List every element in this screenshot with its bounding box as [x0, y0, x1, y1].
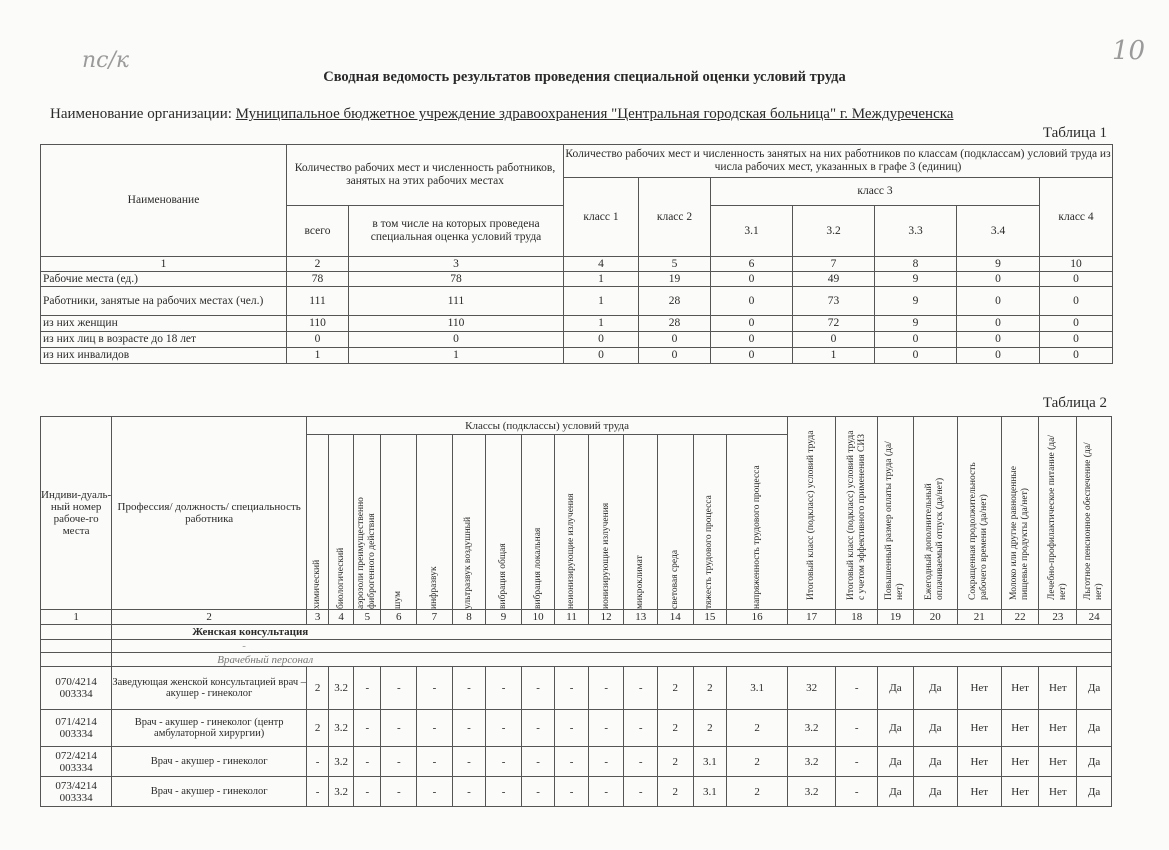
table-cell: - — [354, 747, 381, 777]
t2-header-classes: Классы (подклассы) условий труда — [307, 417, 788, 435]
table-cell: 28 — [639, 287, 711, 316]
table-cell: 0 — [639, 348, 711, 364]
table-cell: - — [452, 667, 486, 710]
table-cell: - — [588, 667, 624, 710]
table-cell: 0 — [793, 332, 875, 348]
column-number: 21 — [957, 610, 1001, 625]
organization-name: Муниципальное бюджетное учреждение здравоохранения "Центральная городская больница" г. Междуреченска — [235, 106, 954, 122]
table-cell: Да — [913, 710, 957, 747]
vertical-header-label: аэрозоли преимущественно фиброгенного действия — [356, 497, 378, 609]
vertical-header-cell — [1001, 417, 1039, 610]
vertical-header-cell — [727, 435, 788, 610]
section-dash: - — [112, 640, 1112, 653]
table-cell: 111 — [349, 287, 564, 316]
table-cell: - — [417, 667, 453, 710]
table-cell: 9 — [875, 272, 957, 287]
table-cell: Нет — [957, 777, 1001, 807]
table-cell: - — [354, 667, 381, 710]
column-number: 5 — [639, 257, 711, 272]
vertical-header-label: Итоговый класс (подкласс) условий труда — [806, 430, 817, 600]
t2-header-id: Индиви-дуаль-ный номер рабоче-го места — [41, 417, 112, 610]
column-number: 9 — [486, 610, 522, 625]
table-cell: 3.2 — [329, 747, 354, 777]
empty-cell — [41, 653, 112, 667]
table-cell: 9 — [875, 316, 957, 332]
table-cell: - — [417, 710, 453, 747]
vertical-header-label: инфразвук — [428, 566, 439, 609]
column-number: 11 — [555, 610, 589, 625]
table-cell: - — [521, 710, 555, 747]
table-cell: 2 — [307, 710, 329, 747]
handwritten-mark: пс/к — [82, 48, 130, 73]
table-cell: 3.2 — [329, 710, 354, 747]
vertical-header-label: неионизирующие излучения — [566, 493, 577, 609]
table-cell: Нет — [957, 667, 1001, 710]
table-cell: - — [307, 747, 329, 777]
column-number: 8 — [452, 610, 486, 625]
workplace-id: 073/4214 003334 — [41, 777, 112, 807]
table-cell: - — [486, 667, 522, 710]
table-cell: 2 — [657, 747, 693, 777]
table-cell: - — [521, 667, 555, 710]
vertical-header-cell — [521, 435, 555, 610]
table-cell: 2 — [693, 710, 727, 747]
table-cell: 3.1 — [693, 747, 727, 777]
vertical-header-cell — [836, 417, 878, 610]
table-cell: 110 — [287, 316, 349, 332]
vertical-header-cell — [452, 435, 486, 610]
vertical-header-label: шум — [393, 591, 404, 609]
vertical-header-cell — [957, 417, 1001, 610]
table-cell: Да — [1077, 747, 1112, 777]
table-cell: - — [624, 710, 658, 747]
vertical-header-cell — [913, 417, 957, 610]
vertical-header-label: ультразвук воздушный — [463, 516, 474, 609]
table2-caption: Таблица 2 — [1042, 395, 1107, 411]
column-number: 16 — [727, 610, 788, 625]
workplace-id: 070/4214 003334 — [41, 667, 112, 710]
workplace-id: 072/4214 003334 — [41, 747, 112, 777]
vertical-header-label: Итоговый класс (подкласс) условий труда с учетом эффективного применения СИЗ — [845, 430, 867, 600]
table-cell: 0 — [711, 272, 793, 287]
table-cell: - — [452, 710, 486, 747]
table-cell: - — [381, 747, 417, 777]
table-cell: 0 — [711, 287, 793, 316]
table-cell: - — [836, 777, 878, 807]
page-title: Сводная ведомость результатов проведения специальной оценки условий труда — [323, 69, 846, 85]
table-cell: Да — [878, 710, 914, 747]
table-row — [41, 747, 1112, 777]
table-cell: - — [417, 747, 453, 777]
table-cell: - — [588, 710, 624, 747]
vertical-header-label: Сокращенная продолжительность рабочего времени (да/нет) — [968, 462, 990, 600]
organization-line — [50, 106, 953, 123]
table-cell: 3.2 — [788, 747, 836, 777]
row-label: из них женщин — [41, 316, 287, 332]
vertical-header-label: биологический — [335, 547, 346, 609]
table-cell: 72 — [793, 316, 875, 332]
table-cell: - — [555, 667, 589, 710]
table-cell: - — [486, 777, 522, 807]
table-cell: - — [624, 747, 658, 777]
table-cell: - — [555, 777, 589, 807]
t1-header-class1: класс 1 — [564, 178, 639, 257]
table-cell: Да — [878, 777, 914, 807]
t1-column-numbers — [41, 257, 1113, 272]
table-cell: Да — [913, 777, 957, 807]
table-cell: - — [307, 777, 329, 807]
empty-cell — [41, 640, 112, 653]
table-cell: 2 — [727, 777, 788, 807]
table-row — [41, 710, 1112, 747]
profession-name: Врач - акушер - гинеколог — [112, 747, 307, 777]
column-number: 9 — [957, 257, 1040, 272]
column-number: 1 — [41, 610, 112, 625]
table-cell: 3.2 — [329, 777, 354, 807]
t1-header-3-3: 3.3 — [875, 206, 957, 257]
vertical-header-cell — [657, 435, 693, 610]
table-cell: 1 — [564, 316, 639, 332]
table-cell: 0 — [639, 332, 711, 348]
table-cell: 78 — [349, 272, 564, 287]
table-cell: 0 — [957, 316, 1040, 332]
vertical-header-cell — [486, 435, 522, 610]
column-number: 15 — [693, 610, 727, 625]
vertical-header-label: химический — [312, 559, 323, 609]
t2-column-numbers — [41, 610, 1112, 625]
column-number: 7 — [417, 610, 453, 625]
table-cell: 0 — [711, 316, 793, 332]
vertical-header-label: Льготное пенсионное обеспечение (да/нет) — [1083, 442, 1105, 600]
profession-name: Заведующая женской консультацией врач – акушер - гинеколог — [112, 667, 307, 710]
table-cell: - — [354, 710, 381, 747]
vertical-header-cell — [329, 435, 354, 610]
table-cell: 0 — [564, 332, 639, 348]
column-number: 4 — [329, 610, 354, 625]
column-number: 6 — [381, 610, 417, 625]
table-cell: Да — [1077, 710, 1112, 747]
table-row — [41, 348, 1113, 364]
profession-name: Врач - акушер - гинеколог (центр амбулаторной хирургии) — [112, 710, 307, 747]
row-label: Рабочие места (ед.) — [41, 272, 287, 287]
table-cell: - — [381, 777, 417, 807]
vertical-header-cell — [788, 417, 836, 610]
column-number: 24 — [1077, 610, 1112, 625]
vertical-header-cell — [1039, 417, 1077, 610]
table-cell: - — [624, 777, 658, 807]
table-cell: - — [588, 777, 624, 807]
table-cell: Нет — [957, 747, 1001, 777]
table-cell: 1 — [564, 272, 639, 287]
vertical-header-label: Ежегодный дополнительный оплачиваемый отпуск (да/нет) — [924, 477, 946, 600]
table-cell: - — [836, 710, 878, 747]
table-cell: 1 — [349, 348, 564, 364]
vertical-header-cell — [1077, 417, 1112, 610]
table-cell: Да — [913, 667, 957, 710]
t1-header-3-1: 3.1 — [711, 206, 793, 257]
row-label: из них инвалидов — [41, 348, 287, 364]
table-cell: Нет — [1039, 710, 1077, 747]
column-number: 17 — [788, 610, 836, 625]
table-cell: 0 — [1040, 272, 1113, 287]
row-label: из них лиц в возрасте до 18 лет — [41, 332, 287, 348]
table-cell: 0 — [1040, 348, 1113, 364]
table-cell: 28 — [639, 316, 711, 332]
table-cell: 49 — [793, 272, 875, 287]
column-number: 23 — [1039, 610, 1077, 625]
table-cell: Да — [1077, 667, 1112, 710]
table-cell: 2 — [693, 667, 727, 710]
vertical-header-cell — [624, 435, 658, 610]
workplace-id: 071/4214 003334 — [41, 710, 112, 747]
section-title: Женская консультация — [112, 625, 1112, 640]
table-cell: 3.2 — [788, 710, 836, 747]
table-cell: - — [486, 710, 522, 747]
column-number: 3 — [307, 610, 329, 625]
table-cell: 0 — [875, 348, 957, 364]
table-cell: 2 — [657, 667, 693, 710]
table-cell: 0 — [957, 287, 1040, 316]
column-number: 8 — [875, 257, 957, 272]
table-row — [41, 316, 1113, 332]
vertical-header-label: напряженность трудового процесса — [751, 465, 762, 609]
table-cell: - — [452, 777, 486, 807]
table-cell: 110 — [349, 316, 564, 332]
table-cell: 2 — [727, 710, 788, 747]
vertical-header-cell — [693, 435, 727, 610]
table-cell: 0 — [349, 332, 564, 348]
table-cell: Да — [1077, 777, 1112, 807]
table-cell: - — [521, 777, 555, 807]
table-cell: 0 — [875, 332, 957, 348]
table-cell: 0 — [1040, 316, 1113, 332]
vertical-header-label: вибрация общая — [498, 543, 509, 609]
vertical-header-label: микроклимат — [635, 555, 646, 609]
vertical-header-cell — [588, 435, 624, 610]
column-number: 2 — [287, 257, 349, 272]
column-number: 18 — [836, 610, 878, 625]
column-number: 22 — [1001, 610, 1039, 625]
t1-header-class4: класс 4 — [1040, 178, 1113, 257]
table-cell: Нет — [1001, 747, 1039, 777]
page-number: 10 — [1112, 36, 1146, 66]
table-cell: 0 — [957, 332, 1040, 348]
table-cell: Нет — [1001, 710, 1039, 747]
table-cell: 32 — [788, 667, 836, 710]
table-cell: 9 — [875, 287, 957, 316]
table-cell: 78 — [287, 272, 349, 287]
table-cell: - — [521, 747, 555, 777]
empty-cell — [41, 625, 112, 640]
table-cell: Да — [878, 667, 914, 710]
column-number: 19 — [878, 610, 914, 625]
table-cell: Нет — [1001, 667, 1039, 710]
t1-header-3-2: 3.2 — [793, 206, 875, 257]
table-cell: 1 — [287, 348, 349, 364]
t1-header-assessed: в том числе на которых проведена специальная оценка условий труда — [349, 206, 564, 257]
t1-header-name: Наименование — [41, 145, 287, 257]
table-cell: 2 — [307, 667, 329, 710]
table-cell: - — [486, 747, 522, 777]
column-number: 6 — [711, 257, 793, 272]
subsection-title: Врачебный персонал — [112, 653, 1112, 667]
table-cell: Нет — [957, 710, 1001, 747]
table-cell: 19 — [639, 272, 711, 287]
table-cell: - — [588, 747, 624, 777]
table-cell: 0 — [711, 348, 793, 364]
table-row — [41, 777, 1112, 807]
t1-header-group2: Количество рабочих мест и численность занятых на них работников по классам (подклассам) условий труда из числа рабочих мест, указанных в графе 3 (единиц) — [564, 145, 1113, 178]
table-cell: 3.2 — [788, 777, 836, 807]
table-cell: - — [555, 710, 589, 747]
organization-label: Наименование организации: — [50, 106, 236, 122]
table-row — [41, 332, 1113, 348]
table-cell: 1 — [793, 348, 875, 364]
vertical-header-cell — [878, 417, 914, 610]
vertical-header-label: ионизирующие излучения — [600, 502, 611, 609]
table-row — [41, 667, 1112, 710]
table-cell: - — [417, 777, 453, 807]
vertical-header-cell — [555, 435, 589, 610]
vertical-header-cell — [381, 435, 417, 610]
summary-table — [40, 144, 1113, 364]
column-number: 4 — [564, 257, 639, 272]
column-number: 1 — [41, 257, 287, 272]
table-cell: 0 — [957, 272, 1040, 287]
vertical-header-label: Молоко или другие равноценные пищевые продукты (да/нет) — [1009, 465, 1031, 600]
t1-header-total: всего — [287, 206, 349, 257]
table-cell: Нет — [1001, 777, 1039, 807]
table-cell: 2 — [657, 777, 693, 807]
table-cell: - — [836, 667, 878, 710]
vertical-header-label: тяжесть трудового процесса — [704, 495, 715, 609]
table-cell: 73 — [793, 287, 875, 316]
column-number: 12 — [588, 610, 624, 625]
table-cell: 0 — [1040, 287, 1113, 316]
t2-header-profession: Профессия/ должность/ специальность работника — [112, 417, 307, 610]
column-number: 20 — [913, 610, 957, 625]
vertical-header-label: Повышенный размер оплаты труда (да/нет) — [884, 441, 906, 600]
table-cell: - — [624, 667, 658, 710]
vertical-header-label: вибрация локальная — [532, 527, 543, 609]
table-cell: Да — [878, 747, 914, 777]
t1-header-3-4: 3.4 — [957, 206, 1040, 257]
table-cell: 0 — [564, 348, 639, 364]
table-cell: 111 — [287, 287, 349, 316]
column-number: 10 — [1040, 257, 1113, 272]
profession-name: Врач - акушер - гинеколог — [112, 777, 307, 807]
column-number: 2 — [112, 610, 307, 625]
table-cell: 3.2 — [329, 667, 354, 710]
table-cell: - — [836, 747, 878, 777]
table-cell: 1 — [564, 287, 639, 316]
table-cell: - — [381, 667, 417, 710]
table-cell: - — [555, 747, 589, 777]
vertical-header-cell — [354, 435, 381, 610]
workplace-table — [40, 416, 1112, 807]
column-number: 7 — [793, 257, 875, 272]
table-row — [41, 272, 1113, 287]
table-cell: - — [452, 747, 486, 777]
table-cell: 2 — [727, 747, 788, 777]
vertical-header-label: световая среда — [669, 549, 680, 609]
table-cell: 3.1 — [693, 777, 727, 807]
table-cell: 0 — [957, 348, 1040, 364]
column-number: 3 — [349, 257, 564, 272]
table-cell: 3.1 — [727, 667, 788, 710]
table-cell: 0 — [1040, 332, 1113, 348]
t1-header-class2: класс 2 — [639, 178, 711, 257]
column-number: 14 — [657, 610, 693, 625]
table-cell: Да — [913, 747, 957, 777]
vertical-header-cell — [307, 435, 329, 610]
table-cell: Нет — [1039, 777, 1077, 807]
table-row — [41, 287, 1113, 316]
table-cell: - — [381, 710, 417, 747]
table-cell: Нет — [1039, 747, 1077, 777]
vertical-header-cell — [417, 435, 453, 610]
t1-header-group1: Количество рабочих мест и численность работников, занятых на этих рабочих местах — [287, 145, 564, 206]
t1-header-class3: класс 3 — [711, 178, 1040, 206]
vertical-header-label: Лечебно-профилактическое питание (да/нет) — [1046, 435, 1068, 600]
table-cell: - — [354, 777, 381, 807]
table-cell: 0 — [711, 332, 793, 348]
column-number: 13 — [624, 610, 658, 625]
row-label: Работники, занятые на рабочих местах (чел.) — [41, 287, 287, 316]
table-cell: 0 — [287, 332, 349, 348]
table-cell: Нет — [1039, 667, 1077, 710]
column-number: 10 — [521, 610, 555, 625]
table-cell: 2 — [657, 710, 693, 747]
column-number: 5 — [354, 610, 381, 625]
table1-caption: Таблица 1 — [1042, 125, 1107, 141]
